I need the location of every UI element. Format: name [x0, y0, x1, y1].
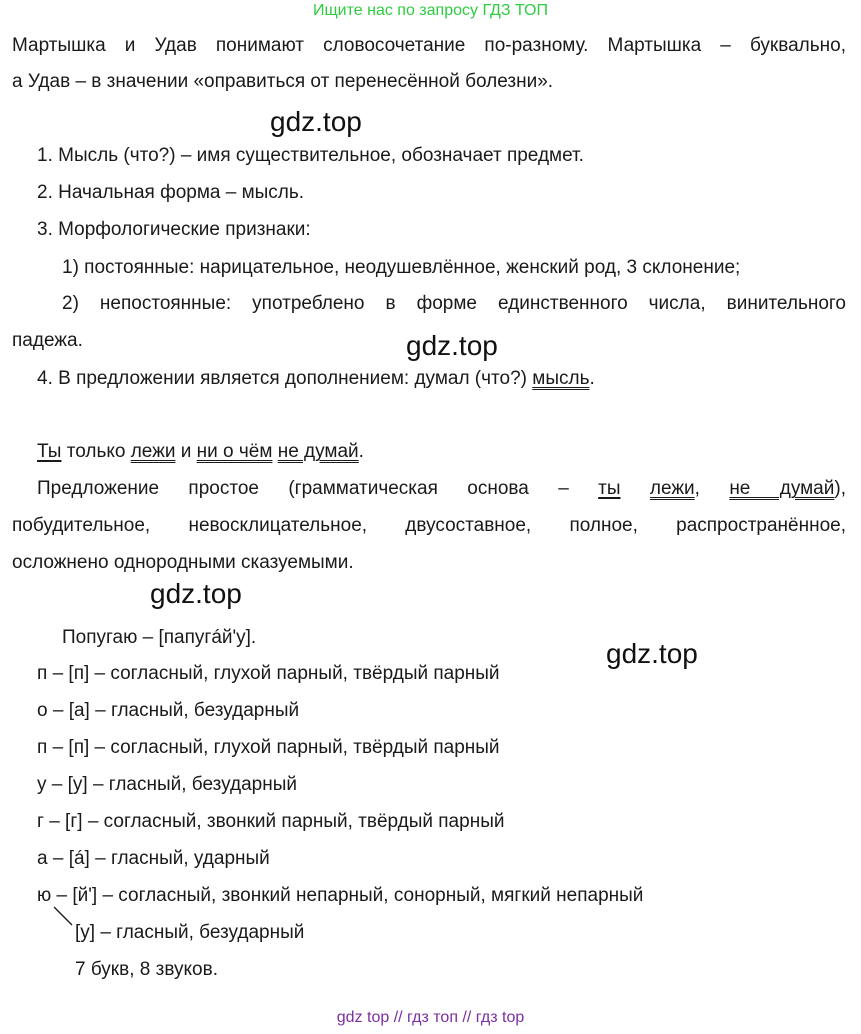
intro-line-2: а Удав – в значении «оправиться от перенесённой болезни».: [12, 71, 554, 92]
sentence-text: только: [61, 441, 131, 462]
morph-item-3: 3. Морфологические признаки:: [37, 219, 311, 240]
phonetic-row: ю – [й'] – согласный, звонкий непарный, сонорный, мягкий непарный: [37, 885, 644, 906]
morph-item-4-text: 4. В предложении является дополнением: думал (что?): [37, 368, 533, 389]
morph-sub-2-line-2: падежа.: [12, 330, 83, 351]
morph-item-2: 2. Начальная форма – мысль.: [37, 182, 305, 203]
predicate-word: не думай: [277, 441, 359, 462]
phonetic-row: п – [п] – согласный, глухой парный, твёрдый парный: [37, 737, 500, 758]
phonetic-total: 7 букв, 8 звуков.: [75, 959, 218, 980]
branch-line-icon: [52, 905, 74, 927]
morph-item-4-end: .: [589, 368, 595, 389]
phonetic-extra-sound: [у] – гласный, безударный: [75, 922, 305, 943]
analysis-line-1: Предложение простое (грамматическая основа – ты лежи, не думай),: [37, 478, 846, 499]
sentence-text: и: [175, 441, 197, 462]
watermark: gdz.top: [406, 330, 498, 361]
predicate-word: лежи: [130, 441, 176, 462]
morph-sub-2-line-1: 2) непостоянные: употреблено в форме единственного числа, винительного: [62, 293, 846, 314]
header-search-hint: Ищите нас по запросу ГДЗ ТОП: [313, 2, 548, 19]
phonetic-title: Попугаю – [папугáй'у].: [62, 627, 257, 648]
morph-sub-1: 1) постоянные: нарицательное, неодушевлённое, женский род, 3 склонение;: [62, 257, 741, 278]
watermark: gdz.top: [606, 638, 698, 669]
phonetic-row: а – [á] – гласный, ударный: [37, 848, 270, 869]
object-word: мысль: [532, 368, 590, 389]
phonetic-row: о – [а] – гласный, безударный: [37, 700, 300, 721]
analysis-text: Предложение простое (грамматическая основа –: [37, 478, 599, 499]
predicate-word: ни о чём: [196, 441, 273, 462]
analysis-line-3: осложнено однородными сказуемыми.: [12, 552, 354, 573]
analysis-text: ),: [834, 478, 846, 499]
intro-line-1: Мартышка и Удав понимают словосочетание по-разному. Мартышка – буквально,: [12, 35, 846, 56]
phonetic-row: п – [п] – согласный, глухой парный, твёрдый парный: [37, 663, 500, 684]
sentence-line: [37, 440, 364, 464]
morph-item-1: 1. Мысль (что?) – имя существительное, обозначает предмет.: [37, 145, 584, 166]
footer-links: gdz top // гдз топ // гдз top: [336, 1009, 525, 1026]
predicate-word: лежи: [649, 478, 695, 499]
analysis-line-2: побудительное, невосклицательное, двусоставное, полное, распространённое,: [12, 515, 846, 536]
sentence-text: .: [358, 441, 364, 462]
subject-word: Ты: [37, 441, 62, 462]
watermark: gdz.top: [270, 106, 362, 137]
morph-item-4: [37, 367, 595, 391]
phonetic-row: у – [у] – гласный, безударный: [37, 774, 297, 795]
predicate-word: не думай: [729, 478, 835, 499]
subject-word: ты: [598, 478, 621, 499]
watermark: gdz.top: [150, 578, 242, 609]
phonetic-row: г – [г] – согласный, звонкий парный, твёрдый парный: [37, 811, 505, 832]
